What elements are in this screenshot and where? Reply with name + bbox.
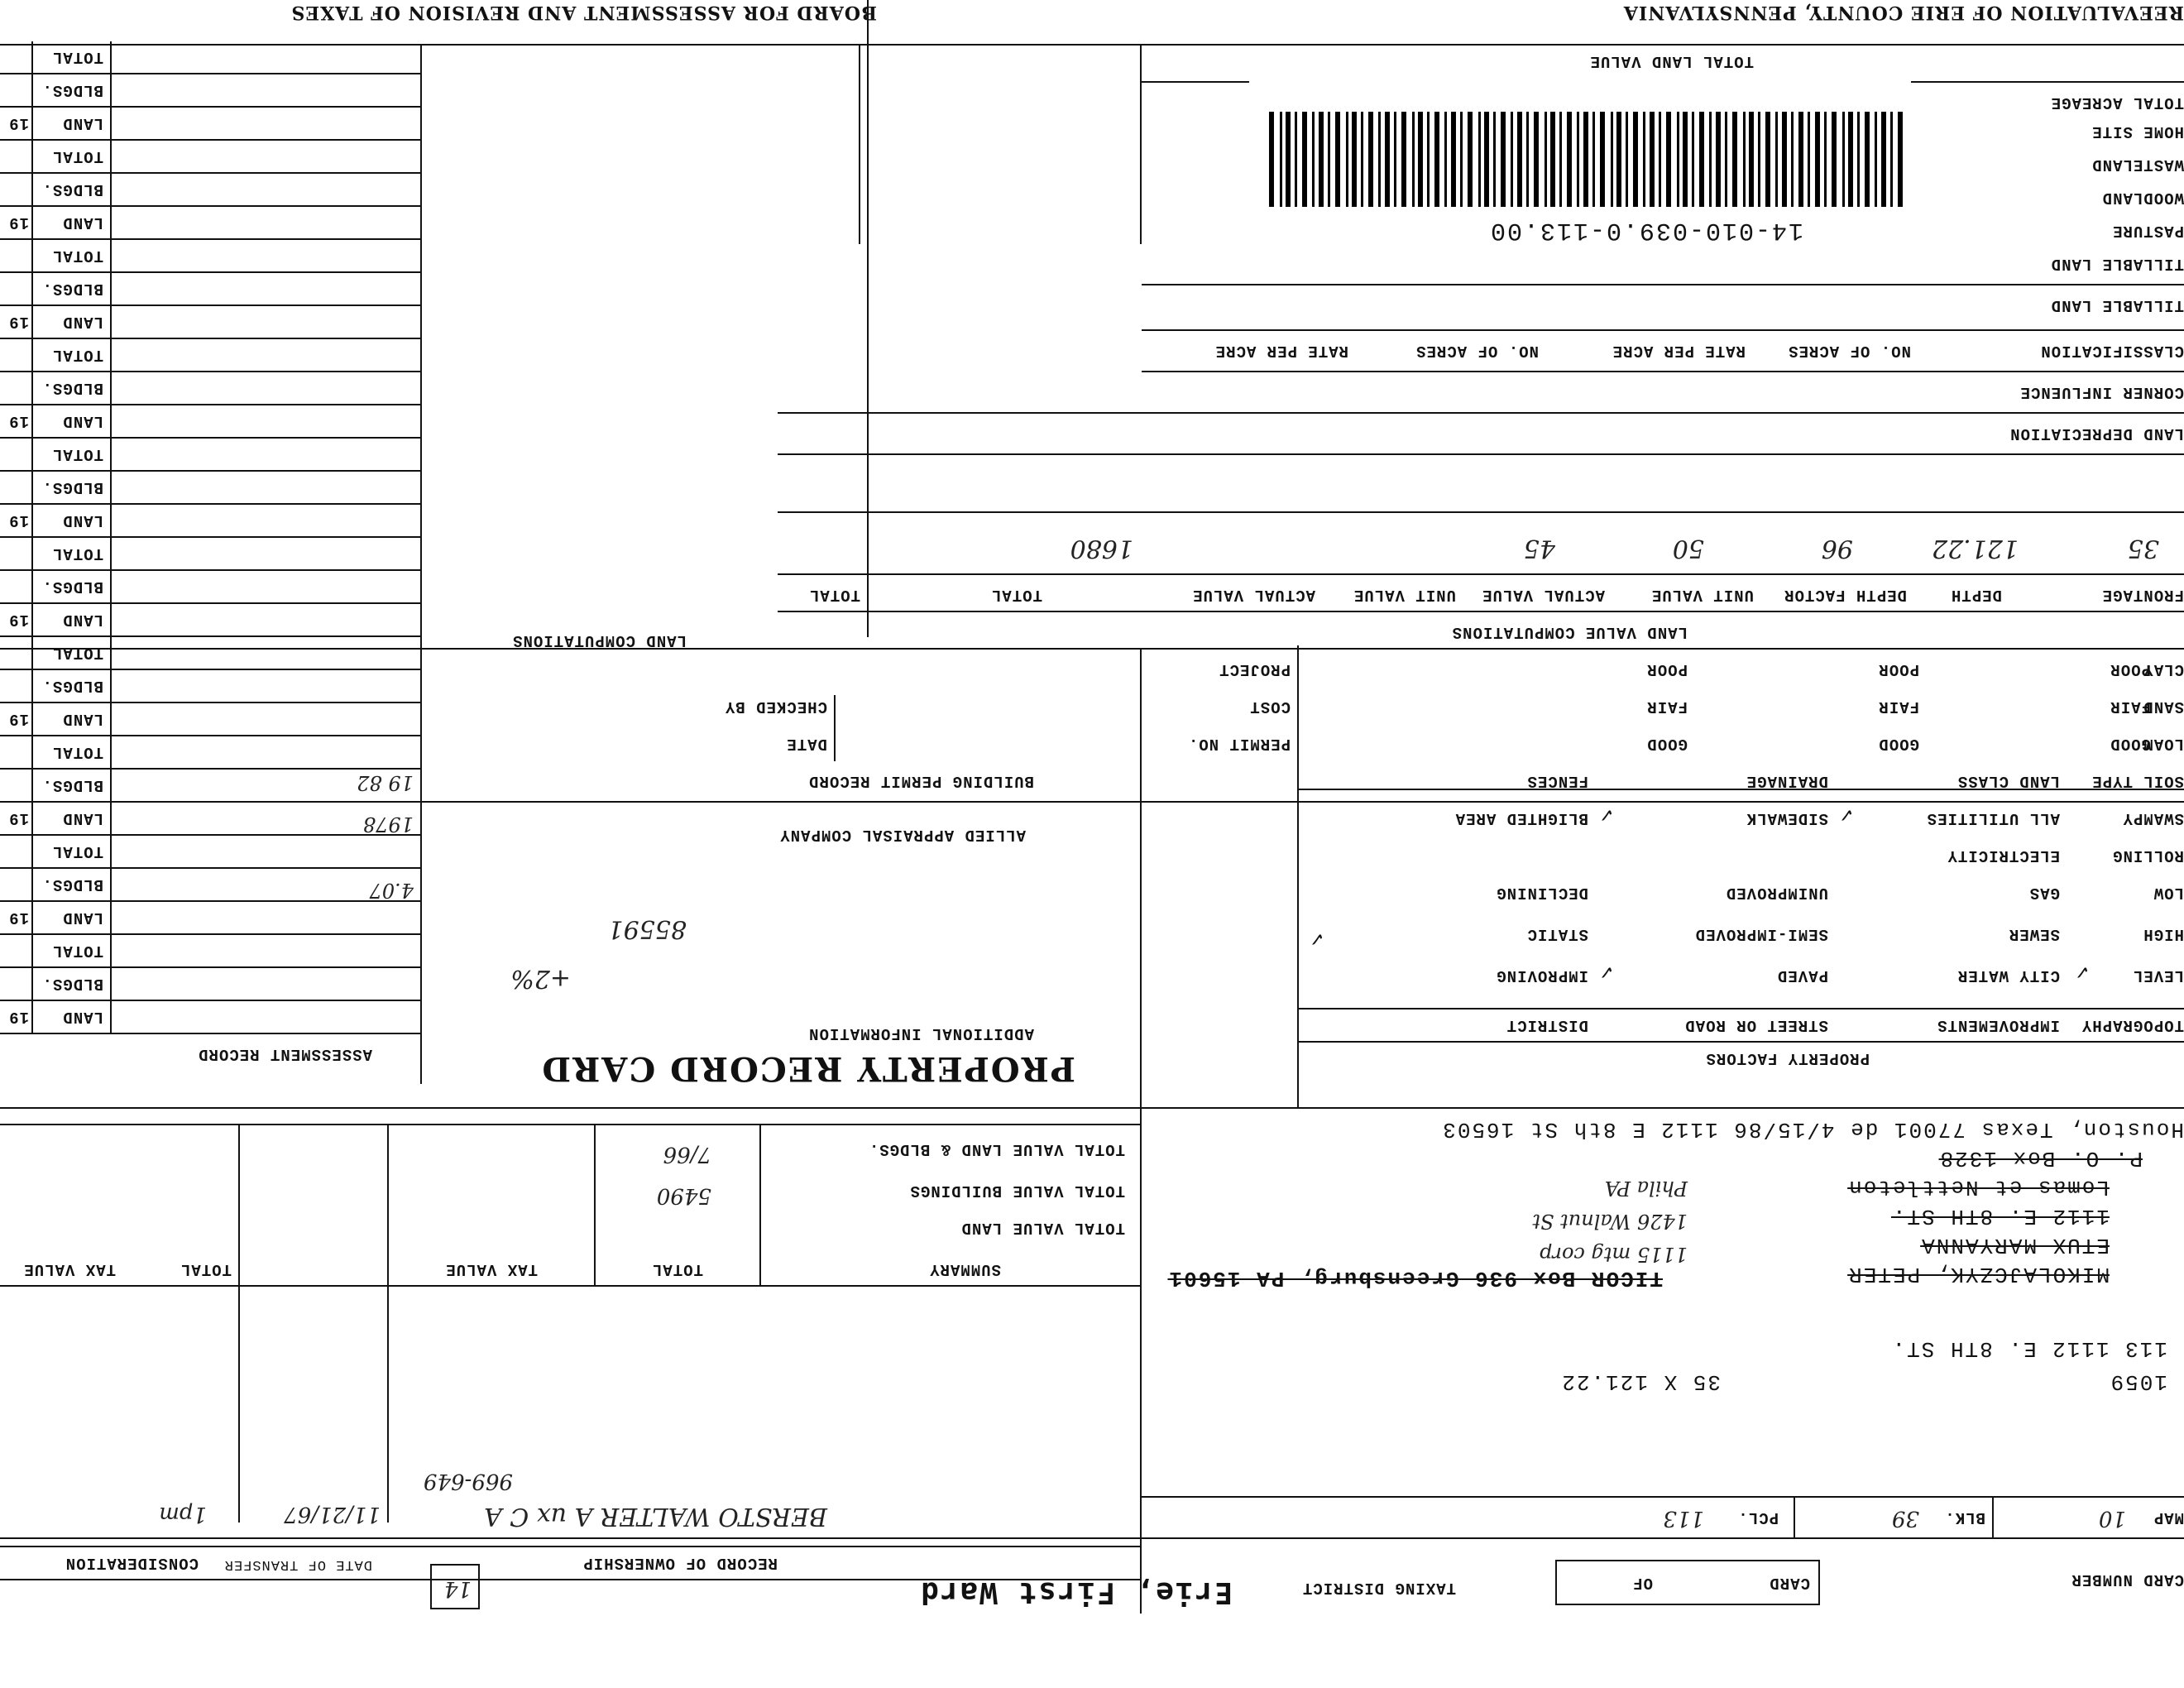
acreage-woodland: WOODLAND [2101, 189, 2184, 207]
assessment-row-label: BLDGS. [41, 180, 103, 199]
topo-level: LEVEL [2132, 966, 2184, 985]
rule-f [778, 453, 2184, 455]
col-depth-factor: DEPTH FACTOR [1784, 586, 1907, 604]
assessment-row [0, 338, 422, 372]
col-depth: DEPTH [1950, 586, 2002, 604]
dist-static: STATIC [1526, 925, 1588, 943]
acreage-tillable-2: TILLABLE LAND [2050, 296, 2184, 314]
checked-by-label: CHECKED BY [724, 698, 827, 716]
assessment-row-label: BLDGS. [41, 578, 103, 596]
assessment-row [0, 305, 422, 339]
rule-r [0, 1546, 1142, 1547]
acreage-wasteland: WASTELAND [2091, 156, 2184, 174]
allied-company: ALLIED APPRAISAL COMPANY [779, 826, 1026, 844]
land-class-label: LAND CLASS [1956, 772, 2060, 790]
frontage-value: 35 [2127, 534, 2159, 563]
assessment-year-prefix: 19 [8, 114, 29, 132]
check-paved: ✓ [1600, 959, 1613, 984]
assessment-row [0, 801, 422, 836]
owner-struck-po-box: P. O. Box 1328 [1938, 1146, 2143, 1171]
topography-label: TOPOGRAPHY [2081, 1016, 2184, 1034]
rule-q [1142, 1537, 2184, 1539]
fe-fair: FAIR [1646, 698, 1688, 716]
owner-hand-3: Phila PA [1604, 1177, 1688, 1200]
owner-hand-2: 1426 Walnut St [1532, 1210, 1688, 1233]
barcode-number: 14-010-039.0-113.00 [1488, 216, 1803, 244]
col-actual-value-1: ACTUAL VALUE [1482, 586, 1605, 604]
permit-no-label: PERMIT NO. [1187, 735, 1291, 753]
assessment-row [0, 536, 422, 571]
rule-u [0, 1285, 1142, 1287]
rule-n [1299, 1041, 2184, 1043]
district-label: DISTRICT [1506, 1016, 1588, 1034]
board-title: BOARD FOR ASSESSMENT AND REVISION OF TAXES [290, 2, 877, 23]
assessment-row [0, 404, 422, 439]
assessment-col-divider [110, 41, 112, 1034]
land-area-divider [1140, 46, 1142, 244]
rule-m [1299, 1008, 2184, 1009]
assessment-row-label: TOTAL [51, 644, 103, 662]
assessment-row [0, 73, 422, 108]
rule-v [0, 1537, 1142, 1539]
summary-divider-2 [594, 1125, 596, 1287]
assessment-row [0, 271, 422, 306]
land-depreciation-label: LAND DEPRECIATION [2009, 424, 2184, 443]
property-factors-title: PROPERTY FACTORS [1705, 1049, 1870, 1067]
assessment-row [0, 503, 422, 538]
summary-col-tax-value-2: TAX VALUE [23, 1260, 116, 1278]
col-actual-value-2: ACTUAL VALUE [1192, 586, 1315, 604]
summary-col-total-2: TOTAL [180, 1260, 232, 1278]
assessment-row [0, 602, 422, 637]
assessment-row-label: LAND [62, 412, 103, 430]
assessment-row [0, 106, 422, 141]
owner-struck-name: MIKOLAJCZYK, PETER [1847, 1262, 2110, 1287]
assessment-row [0, 834, 422, 869]
col-total-2: TOTAL [808, 586, 860, 604]
assessment-row-label: LAND [62, 313, 103, 331]
ticor-line: TICOR Box 936 Greensburg, PA 15601 [1167, 1266, 1663, 1291]
assessment-row-label: BLDGS. [41, 677, 103, 695]
map-value: 10 [2098, 1506, 2126, 1531]
assessment-row-label: LAND [62, 511, 103, 530]
rate-acre-label-2: RATE PER ACRE [1214, 342, 1348, 360]
assessment-row-label: TOTAL [51, 247, 103, 265]
topo-rolling: ROLLING [2112, 846, 2184, 865]
blk-value: 39 [1891, 1506, 1919, 1531]
dist-improving: IMPROVING [1496, 966, 1588, 985]
topo-low: LOW [2153, 884, 2184, 902]
parcel-line-2: 113 1112 E. 8TH ST. [1890, 1336, 2167, 1361]
assessment-row-label: TOTAL [51, 743, 103, 761]
assessment-row [0, 966, 422, 1001]
summary-total-hand: 7/66 [663, 1142, 711, 1167]
assessment-note-4: 1978 [362, 813, 414, 836]
assessment-row-label: TOTAL [51, 445, 103, 463]
dr-fair: FAIR [1878, 698, 1919, 716]
assessment-year-prefix: 19 [8, 1008, 29, 1026]
dist-blighted: BLIGHTED AREA [1454, 809, 1588, 827]
assessment-row-label: TOTAL [51, 544, 103, 563]
summary-divider-4 [238, 1125, 240, 1523]
check-static: ✓ [1310, 926, 1324, 951]
summary-title: SUMMARY [929, 1260, 1001, 1278]
summary-divider-1 [759, 1125, 761, 1287]
assessment-year-prefix: 19 [8, 809, 29, 827]
rule-t [0, 1124, 1142, 1125]
total-value: 1680 [1070, 534, 1133, 563]
assessment-row [0, 1000, 422, 1034]
ownership-col-consideration: CONSIDERATION [65, 1554, 199, 1572]
rule-w [0, 1579, 1142, 1580]
assessment-row-label: BLDGS. [41, 875, 103, 894]
assessment-row-label: TOTAL [51, 147, 103, 165]
card-of-label: OF [1632, 1574, 1653, 1592]
summary-row-total: TOTAL VALUE LAND & BLDGS. [868, 1140, 1125, 1158]
owner-city-line: Houston, Texas 77001 de 4/15/86 1112 E 8th St 16503 [1441, 1117, 2184, 1142]
assessment-row [0, 635, 422, 670]
assessment-row-label: TOTAL [51, 346, 103, 364]
add-note-1: 85591 [607, 914, 687, 943]
drainage-label: DRAINAGE [1746, 772, 1828, 790]
ownership-title: RECORD OF OWNERSHIP [582, 1554, 778, 1572]
imp-sewer: SEWER [2008, 925, 2060, 943]
assessment-row [0, 172, 422, 207]
no-acres-label-2: NO. OF ACRES [1415, 342, 1539, 360]
summary-divider-3 [387, 1125, 389, 1523]
rule-l [1299, 801, 2184, 803]
st-sidewalk: SIDEWALK [1746, 809, 1828, 827]
rate-acre-label-1: RATE PER ACRE [1612, 342, 1746, 360]
assessment-year-prefix: 19 [8, 909, 29, 927]
owner-struck-lomas: Lomas et Nettleton [1847, 1175, 2110, 1200]
total-land-value-label: TOTAL LAND VALUE [1589, 52, 1754, 70]
acreage-pasture: PASTURE [2112, 222, 2184, 240]
dist-declining: DECLINING [1496, 884, 1588, 902]
center-divider [1140, 650, 1142, 1614]
map-divider [1992, 1498, 1994, 1539]
dr-poor: POOR [1878, 660, 1919, 679]
col-total-1: TOTAL [990, 586, 1042, 604]
assessment-row-label: TOTAL [51, 942, 103, 960]
land-computations-label: LAND COMPUTATIONS [512, 631, 687, 650]
assessment-row [0, 139, 422, 174]
st-unimproved: UNIMPROVED [1725, 884, 1828, 902]
assessment-year-prefix: 19 [8, 213, 29, 232]
assessment-row [0, 867, 422, 902]
assessment-row [0, 702, 422, 736]
acreage-home-site: HOME SITE [2091, 122, 2184, 141]
assessment-row-label: BLDGS. [41, 776, 103, 794]
fe-good: GOOD [1646, 735, 1688, 753]
assessment-row [0, 470, 422, 505]
imp-city-water: CITY WATER [1956, 966, 2060, 985]
ward-box [430, 1564, 480, 1609]
st-paved: PAVED [1776, 966, 1828, 985]
acreage-tillable-1: TILLABLE LAND [2050, 255, 2184, 273]
owner-struck-etux: ETUX MARYANNA [1920, 1233, 2110, 1258]
lc-poor: POOR [2110, 660, 2151, 679]
rule-c [1142, 329, 2184, 331]
ward-box-value: 14 [443, 1576, 472, 1601]
owner-hand-1: 1115 mtg corp [1540, 1243, 1688, 1266]
street-road-label: STREET OR ROAD [1684, 1016, 1828, 1034]
ownership-name: BERSTO WALTER A ux C A [484, 1502, 827, 1531]
card-box-label: CARD [1769, 1574, 1810, 1592]
ownership-consideration: 1pm [159, 1502, 207, 1527]
depth-value: 121.22 [1932, 534, 2019, 563]
assessment-grid [0, 50, 422, 1034]
soil-row-loam: LOAM [2143, 735, 2184, 753]
assessment-row-label: BLDGS. [41, 478, 103, 496]
summary-row-land: TOTAL VALUE LAND [960, 1219, 1125, 1237]
imp-gas: GAS [2028, 884, 2060, 902]
summary-bldg-hand: 5490 [656, 1183, 711, 1208]
assessment-row-label: TOTAL [51, 842, 103, 861]
assessment-row-label: BLDGS. [41, 975, 103, 993]
dr-good: GOOD [1878, 735, 1919, 753]
assessment-row-label: LAND [62, 809, 103, 827]
imp-all-utilities: ALL UTILITIES [1926, 809, 2060, 827]
assessment-note-3: 4.07 [369, 879, 414, 902]
assessment-year-divider [31, 41, 33, 1034]
topo-swampy: SWAMPY [2122, 809, 2184, 827]
assessment-year-prefix: 19 [8, 511, 29, 530]
taxing-district-label: TAXING DISTRICT [1301, 1579, 1456, 1597]
col-unit-value-2: UNIT VALUE [1353, 586, 1456, 604]
assessment-row-label: LAND [62, 1008, 103, 1026]
date-label: DATE [786, 735, 827, 753]
project-label: PROJECT [1219, 660, 1291, 679]
add-note-2: +2% [510, 964, 571, 993]
assessment-row [0, 569, 422, 604]
summary-row-bldgs: TOTAL VALUE BUILDINGS [909, 1182, 1125, 1200]
depth-factor-value: 96 [1821, 534, 1853, 563]
factors-divider [1297, 645, 1299, 1109]
rule-o [0, 1107, 2184, 1109]
unit-value-value: 50 [1672, 534, 1704, 563]
assessment-row-label: LAND [62, 710, 103, 728]
additional-info-title: ADDITIONAL INFORMATION [808, 1024, 1034, 1043]
assessment-year-prefix: 19 [8, 313, 29, 331]
ownership-date: 11/21/67 [284, 1502, 381, 1527]
building-permit-title: BUILDING PERMIT RECORD [808, 772, 1034, 790]
imp-electricity: ELECTRICITY [1947, 846, 2060, 865]
card-number-label: CARD NUMBER [2071, 1571, 2184, 1589]
assessment-row [0, 40, 422, 74]
soil-row-sand: SAND [2143, 698, 2184, 716]
assessment-row-label: BLDGS. [41, 81, 103, 99]
pcl-label: PCL. [1737, 1508, 1779, 1527]
lc-good: GOOD [2110, 735, 2151, 753]
assessment-row [0, 205, 422, 240]
assessment-row [0, 437, 422, 472]
assessment-row [0, 768, 422, 803]
check-city-water: ✓ [2076, 959, 2089, 984]
assessment-row [0, 669, 422, 703]
taxing-district: Erie, First Ward [919, 1575, 1233, 1609]
actual-value-value: 45 [1523, 534, 1555, 563]
blk-divider [1794, 1498, 1795, 1539]
st-semi-improved: SEMI-IMPROVED [1694, 925, 1828, 943]
lc-fair: FAIR [2110, 698, 2151, 716]
col-unit-value-1: UNIT VALUE [1650, 586, 1754, 604]
card-box [1555, 1560, 1820, 1605]
assessment-row [0, 371, 422, 405]
ownership-col-transfer: DATE OF TRANSFER [223, 1556, 372, 1572]
rule-g [778, 511, 2184, 513]
owner-struck-address: 1112 E. 8TH ST. [1890, 1204, 2110, 1229]
parcel-line-1: 1059 [2109, 1369, 2167, 1394]
corner-influence-label: CORNER INFLUENCE [2019, 383, 2184, 401]
permit-divider [834, 695, 836, 761]
assessment-year-prefix: 19 [8, 611, 29, 629]
improvements-label: IMPROVEMENTS [1937, 1016, 2060, 1034]
assessment-row-label: TOTAL [51, 48, 103, 66]
assessment-year-prefix: 19 [8, 412, 29, 430]
no-acres-label-1: NO. OF ACRES [1788, 342, 1911, 360]
pcl-value: 113 [1663, 1506, 1704, 1531]
soil-row-clay: CLAY [2143, 660, 2184, 679]
assessment-note-5: 19 82 [357, 771, 414, 794]
rule-h [778, 573, 2184, 575]
assessment-row-label: LAND [62, 909, 103, 927]
assessment-row-label: BLDGS. [41, 379, 103, 397]
rule-d [1142, 371, 2184, 372]
assessment-row-label: BLDGS. [41, 280, 103, 298]
rule-e [778, 412, 2184, 414]
acreage-total: TOTAL ACREAGE [2050, 94, 2184, 112]
barcode-icon [1249, 112, 1903, 207]
fe-poor: POOR [1646, 660, 1688, 679]
assessment-row [0, 238, 422, 273]
parcel-dimensions: 35 X 121.22 [1560, 1369, 1721, 1394]
assessment-row-label: LAND [62, 611, 103, 629]
blk-label: BLK. [1944, 1508, 1985, 1527]
assessment-row [0, 735, 422, 770]
ownership-deed: 969-649 [423, 1469, 513, 1494]
land-value-computations-title: LAND VALUE COMPUTATIONS [1451, 623, 1688, 641]
card-title: PROPERTY RECORD CARD [540, 1049, 1075, 1088]
cost-label: COST [1249, 698, 1291, 716]
rule-b [1142, 284, 2184, 285]
map-label: MAP [2153, 1508, 2184, 1527]
assessment-title: ASSESSMENT RECORD [198, 1045, 372, 1063]
land-area-divider-2 [859, 46, 860, 244]
rule-i [778, 611, 2184, 612]
summary-col-total: TOTAL [651, 1260, 703, 1278]
rule-p [1142, 1496, 2184, 1498]
topo-high: HIGH [2143, 925, 2184, 943]
land-computations-divider [867, 0, 869, 637]
classification-label: CLASSIFICATION [2040, 342, 2184, 360]
check-all-utilities: ✓ [1840, 802, 1853, 827]
assessment-row-label: LAND [62, 213, 103, 232]
assessment-row [0, 933, 422, 968]
col-frontage: FRONTAGE [2101, 586, 2184, 604]
fences-label: FENCES [1526, 772, 1588, 790]
check-sidewalk: ✓ [1600, 802, 1613, 827]
assessment-rows [0, 50, 422, 1034]
county-title: REEVALUATION OF ERIE COUNTY, PENNSYLVANIA [1622, 2, 2184, 23]
assessment-row [0, 900, 422, 935]
assessment-year-prefix: 19 [8, 710, 29, 728]
summary-col-tax-value: TAX VALUE [445, 1260, 538, 1278]
assessment-row-label: LAND [62, 114, 103, 132]
barcode-panel [1249, 79, 1911, 252]
soil-type-label: SOIL TYPE [2091, 772, 2184, 790]
